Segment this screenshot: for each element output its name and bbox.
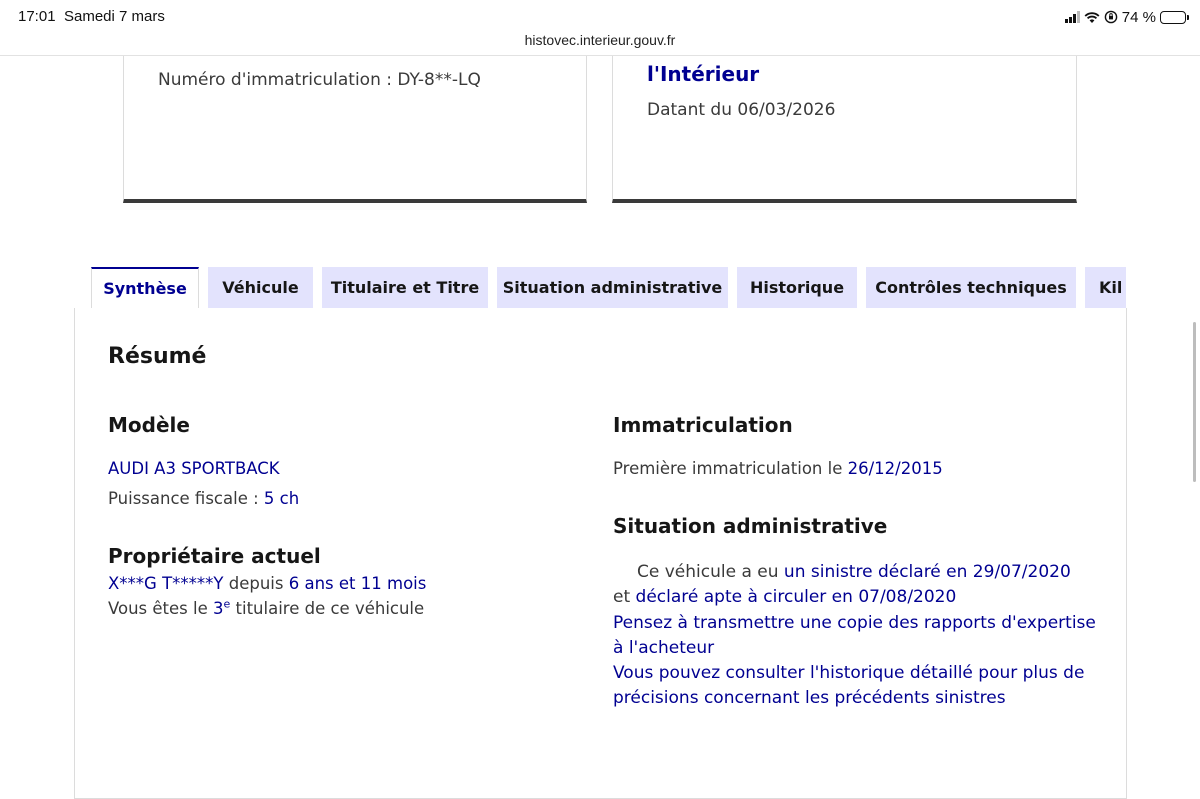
orientation-lock-icon — [1104, 10, 1118, 24]
fiscal-power-value: 5 ch — [263, 489, 300, 508]
model-name-link[interactable]: AUDI A3 SPORTBACK — [108, 459, 280, 478]
tab-kilometrage[interactable]: Kil — [1085, 267, 1126, 308]
status-indicators — [1065, 7, 1186, 27]
owner-duration: 6 ans et 11 mois — [288, 574, 427, 593]
owner-line — [108, 574, 426, 593]
owner-rank-prefix: Vous êtes le — [108, 599, 213, 618]
address-bar-url[interactable]: histovec.interieur.gouv.fr — [524, 32, 676, 48]
scrollbar[interactable] — [1193, 322, 1196, 482]
first-registration-date: 26/12/2015 — [847, 459, 943, 478]
admin-details — [613, 560, 1103, 712]
fit-line — [613, 585, 1103, 610]
claim-link[interactable]: un sinistre déclaré en 29/07/2020 — [783, 562, 1071, 582]
tab-historique[interactable]: Historique — [737, 267, 857, 308]
owner-since-label: depuis — [223, 574, 289, 593]
report-date: Datant du 06/03/2026 — [647, 100, 836, 120]
owner-rank: 3 — [213, 599, 224, 618]
first-registration-label: Première immatriculation le — [613, 459, 848, 478]
battery-percent: 74 % — [1121, 8, 1156, 26]
fit-link[interactable]: déclaré apte à circuler en 07/08/2020 — [635, 587, 957, 608]
owner-rank-sup: e — [223, 597, 231, 611]
model-heading: Modèle — [108, 413, 190, 437]
status-bar — [0, 0, 1200, 32]
report-card — [612, 56, 1077, 203]
owner-rank-line — [108, 599, 424, 618]
registration-card — [123, 56, 587, 203]
battery-icon — [1160, 11, 1186, 24]
fit-prefix: et — [613, 587, 636, 608]
tab-situation-administrative[interactable]: Situation administrative — [497, 267, 728, 308]
admin-heading: Situation administrative — [613, 514, 888, 538]
registration-heading: Immatriculation — [613, 413, 793, 437]
owner-rank-suffix: titulaire de ce véhicule — [230, 599, 425, 618]
report-issuer: l'Intérieur — [647, 62, 760, 86]
tab-synthese[interactable]: Synthèse — [91, 267, 199, 308]
wifi-icon — [1084, 11, 1100, 24]
advice-link[interactable]: Pensez à transmettre une copie des rapports d'expertise à l'acheteur — [613, 612, 1096, 658]
model-name — [108, 459, 280, 478]
tab-vehicule[interactable]: Véhicule — [208, 267, 313, 308]
owner-heading: Propriétaire actuel — [108, 544, 321, 568]
summary-title: Résumé — [108, 344, 207, 369]
tab-titulaire-et-titre[interactable]: Titulaire et Titre — [322, 267, 488, 308]
cellular-signal-icon — [1065, 11, 1080, 23]
registration-number: Numéro d'immatriculation : DY-8**-LQ — [158, 70, 481, 90]
tab-controles-techniques[interactable]: Contrôles techniques — [866, 267, 1076, 308]
status-date: Samedi 7 mars — [64, 8, 165, 25]
fiscal-power — [108, 489, 299, 508]
fiscal-power-label: Puissance fiscale : — [108, 489, 264, 508]
claim-line — [613, 560, 1103, 585]
first-registration — [613, 459, 943, 478]
status-time: 17:01 — [18, 8, 56, 25]
claim-prefix: Ce véhicule a eu — [637, 562, 784, 582]
history-link[interactable]: Vous pouvez consulter l'historique détaillé pour plus de précisions concernant les précédents sinistres — [613, 663, 1085, 709]
owner-name: X***G T*****Y — [108, 574, 224, 593]
